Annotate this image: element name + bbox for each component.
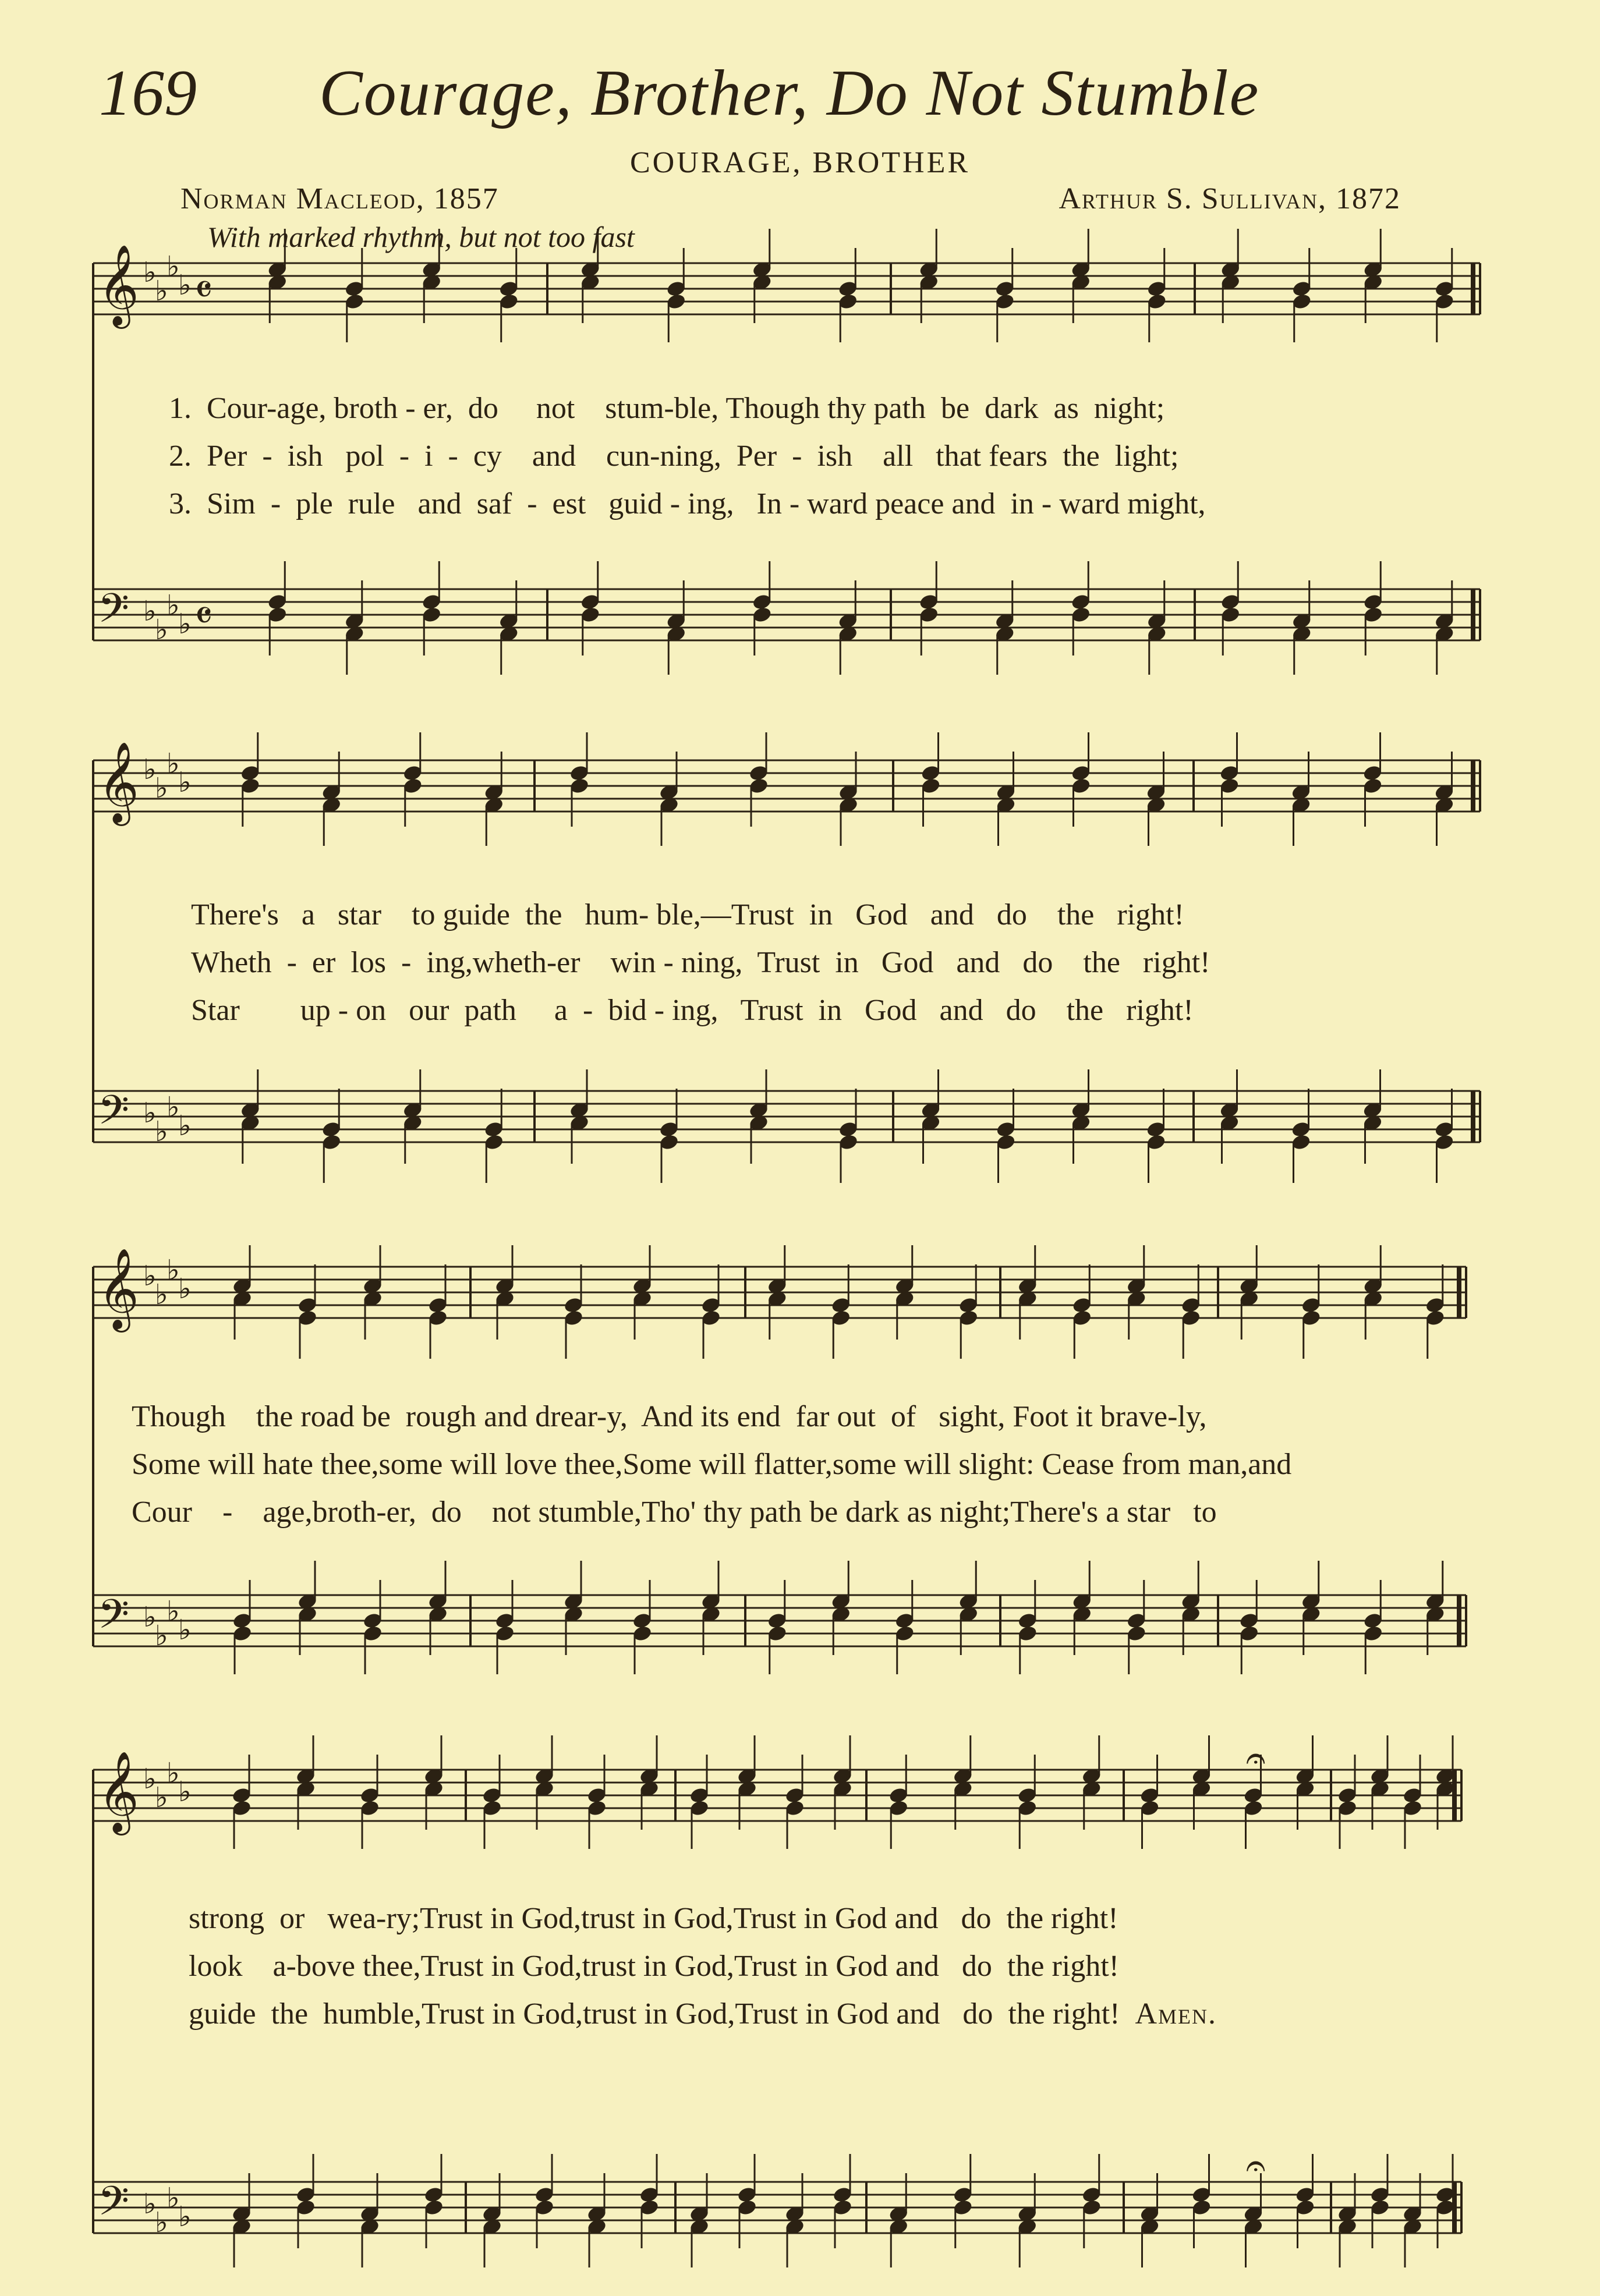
flat-icon: ♭ — [178, 766, 192, 799]
flat-icon: ♭ — [155, 1278, 168, 1311]
tempo-marking: With marked rhythm, but not too fast — [207, 221, 635, 253]
lyric-verse-2-line-4: look a-bove thee,Trust in God,trust in God,Trust in God and do the right! — [189, 1950, 1119, 1983]
bass-clef-icon: 𝄢 — [98, 2177, 130, 2234]
lyric-verse-3-line-2: Star up - on our path a - bid - ing, Trust in God and do the right! — [191, 994, 1194, 1027]
flat-icon: ♭ — [155, 2206, 168, 2239]
lyric-verse-1-line-2: There's a star to guide the hum- ble,—Trust in God and do the right! — [191, 898, 1184, 931]
flat-icon: ♭ — [167, 1254, 180, 1287]
flat-icon: ♭ — [143, 1260, 157, 1292]
flat-icon: ♭ — [167, 2182, 180, 2214]
flat-icon: ♭ — [178, 2201, 192, 2233]
common-time-icon: 𝄴 — [194, 592, 213, 640]
flat-icon: ♭ — [178, 608, 192, 640]
lyric-verse-2-line-2: Wheth - er los - ing,wheth-er win - ning, Trust in God and do the right! — [191, 946, 1210, 979]
composer-credit: Arthur S. Sullivan, 1872 — [1059, 182, 1401, 215]
flat-icon: ♭ — [167, 1595, 180, 1628]
flat-icon: ♭ — [167, 747, 180, 780]
lyric-verse-1-line-1: 1. Cour-age, broth - er, do not stum-ble, Though thy path be dark as night; — [169, 392, 1165, 425]
flat-icon: ♭ — [155, 614, 168, 646]
flat-icon: ♭ — [143, 1763, 157, 1795]
fermata-icon: 𝄐 — [1246, 2145, 1266, 2186]
flat-icon: ♭ — [178, 269, 192, 302]
lyric-verse-3-line-4-text: guide the humble,Trust in God,trust in God,Trust in God and do the right! — [189, 1997, 1120, 2031]
lyric-verse-1-line-4: strong or wea-ry;Trust in God,trust in God,Trust in God and do the right! — [189, 1902, 1118, 1935]
treble-clef-icon: 𝄞 — [98, 1751, 139, 1832]
flat-icon: ♭ — [155, 1620, 168, 1652]
flat-icon: ♭ — [143, 256, 157, 289]
flat-icon: ♭ — [167, 589, 180, 622]
bass-clef-icon: 𝄢 — [98, 584, 130, 642]
treble-clef-icon: 𝄞 — [98, 742, 139, 823]
hymn-number: 169 — [99, 57, 197, 129]
flat-icon: ♭ — [167, 1757, 180, 1790]
flat-icon: ♭ — [155, 1115, 168, 1148]
flat-icon: ♭ — [155, 1781, 168, 1814]
bass-clef-icon: 𝄢 — [98, 1086, 130, 1143]
flat-icon: ♭ — [167, 1091, 180, 1124]
lyric-verse-1-line-3: Though the road be rough and drear-y, And its end far out of sight, Foot it brave-ly, — [132, 1400, 1207, 1433]
lyric-verse-3-line-4 — [189, 1997, 1217, 2031]
author-credit: Norman Macleod, 1857 — [180, 182, 499, 215]
flat-icon: ♭ — [178, 1614, 192, 1646]
fermata-icon: 𝄐 — [1246, 1738, 1266, 1778]
flat-icon: ♭ — [178, 1110, 192, 1142]
flat-icon: ♭ — [155, 772, 168, 805]
flat-icon: ♭ — [143, 2188, 157, 2220]
lyric-verse-3-line-3: Cour - age,broth-er, do not stumble,Tho' thy path be dark as night;There's a star to — [132, 1496, 1217, 1529]
treble-clef-icon: 𝄞 — [98, 245, 139, 325]
lyric-verse-3-line-1: 3. Sim - ple rule and saf - est guid - ing, In - ward peace and in - ward might, — [169, 487, 1206, 520]
flat-icon: ♭ — [155, 275, 168, 307]
lyric-verse-2-line-1: 2. Per - ish pol - i - cy and cun-ning, Per - ish all that fears the light; — [169, 440, 1179, 473]
common-time-icon: 𝄴 — [194, 266, 213, 314]
flat-icon: ♭ — [143, 595, 157, 628]
flat-icon: ♭ — [178, 1273, 192, 1305]
flat-icon: ♭ — [143, 1601, 157, 1634]
flat-icon: ♭ — [143, 1097, 157, 1129]
flat-icon: ♭ — [143, 753, 157, 786]
flat-icon: ♭ — [167, 250, 180, 283]
hymn-title: Courage, Brother, Do Not Stumble — [319, 57, 1260, 129]
amen-label: Amen. — [1135, 1997, 1217, 2031]
flat-icon: ♭ — [178, 1776, 192, 1808]
treble-clef-icon: 𝄞 — [98, 1248, 139, 1329]
tune-name: COURAGE, BROTHER — [629, 146, 971, 179]
lyric-verse-2-line-3: Some will hate thee,some will love thee,Some will flatter,some will slight: Cease from man,and — [132, 1448, 1292, 1481]
bass-clef-icon: 𝄢 — [98, 1590, 130, 1647]
